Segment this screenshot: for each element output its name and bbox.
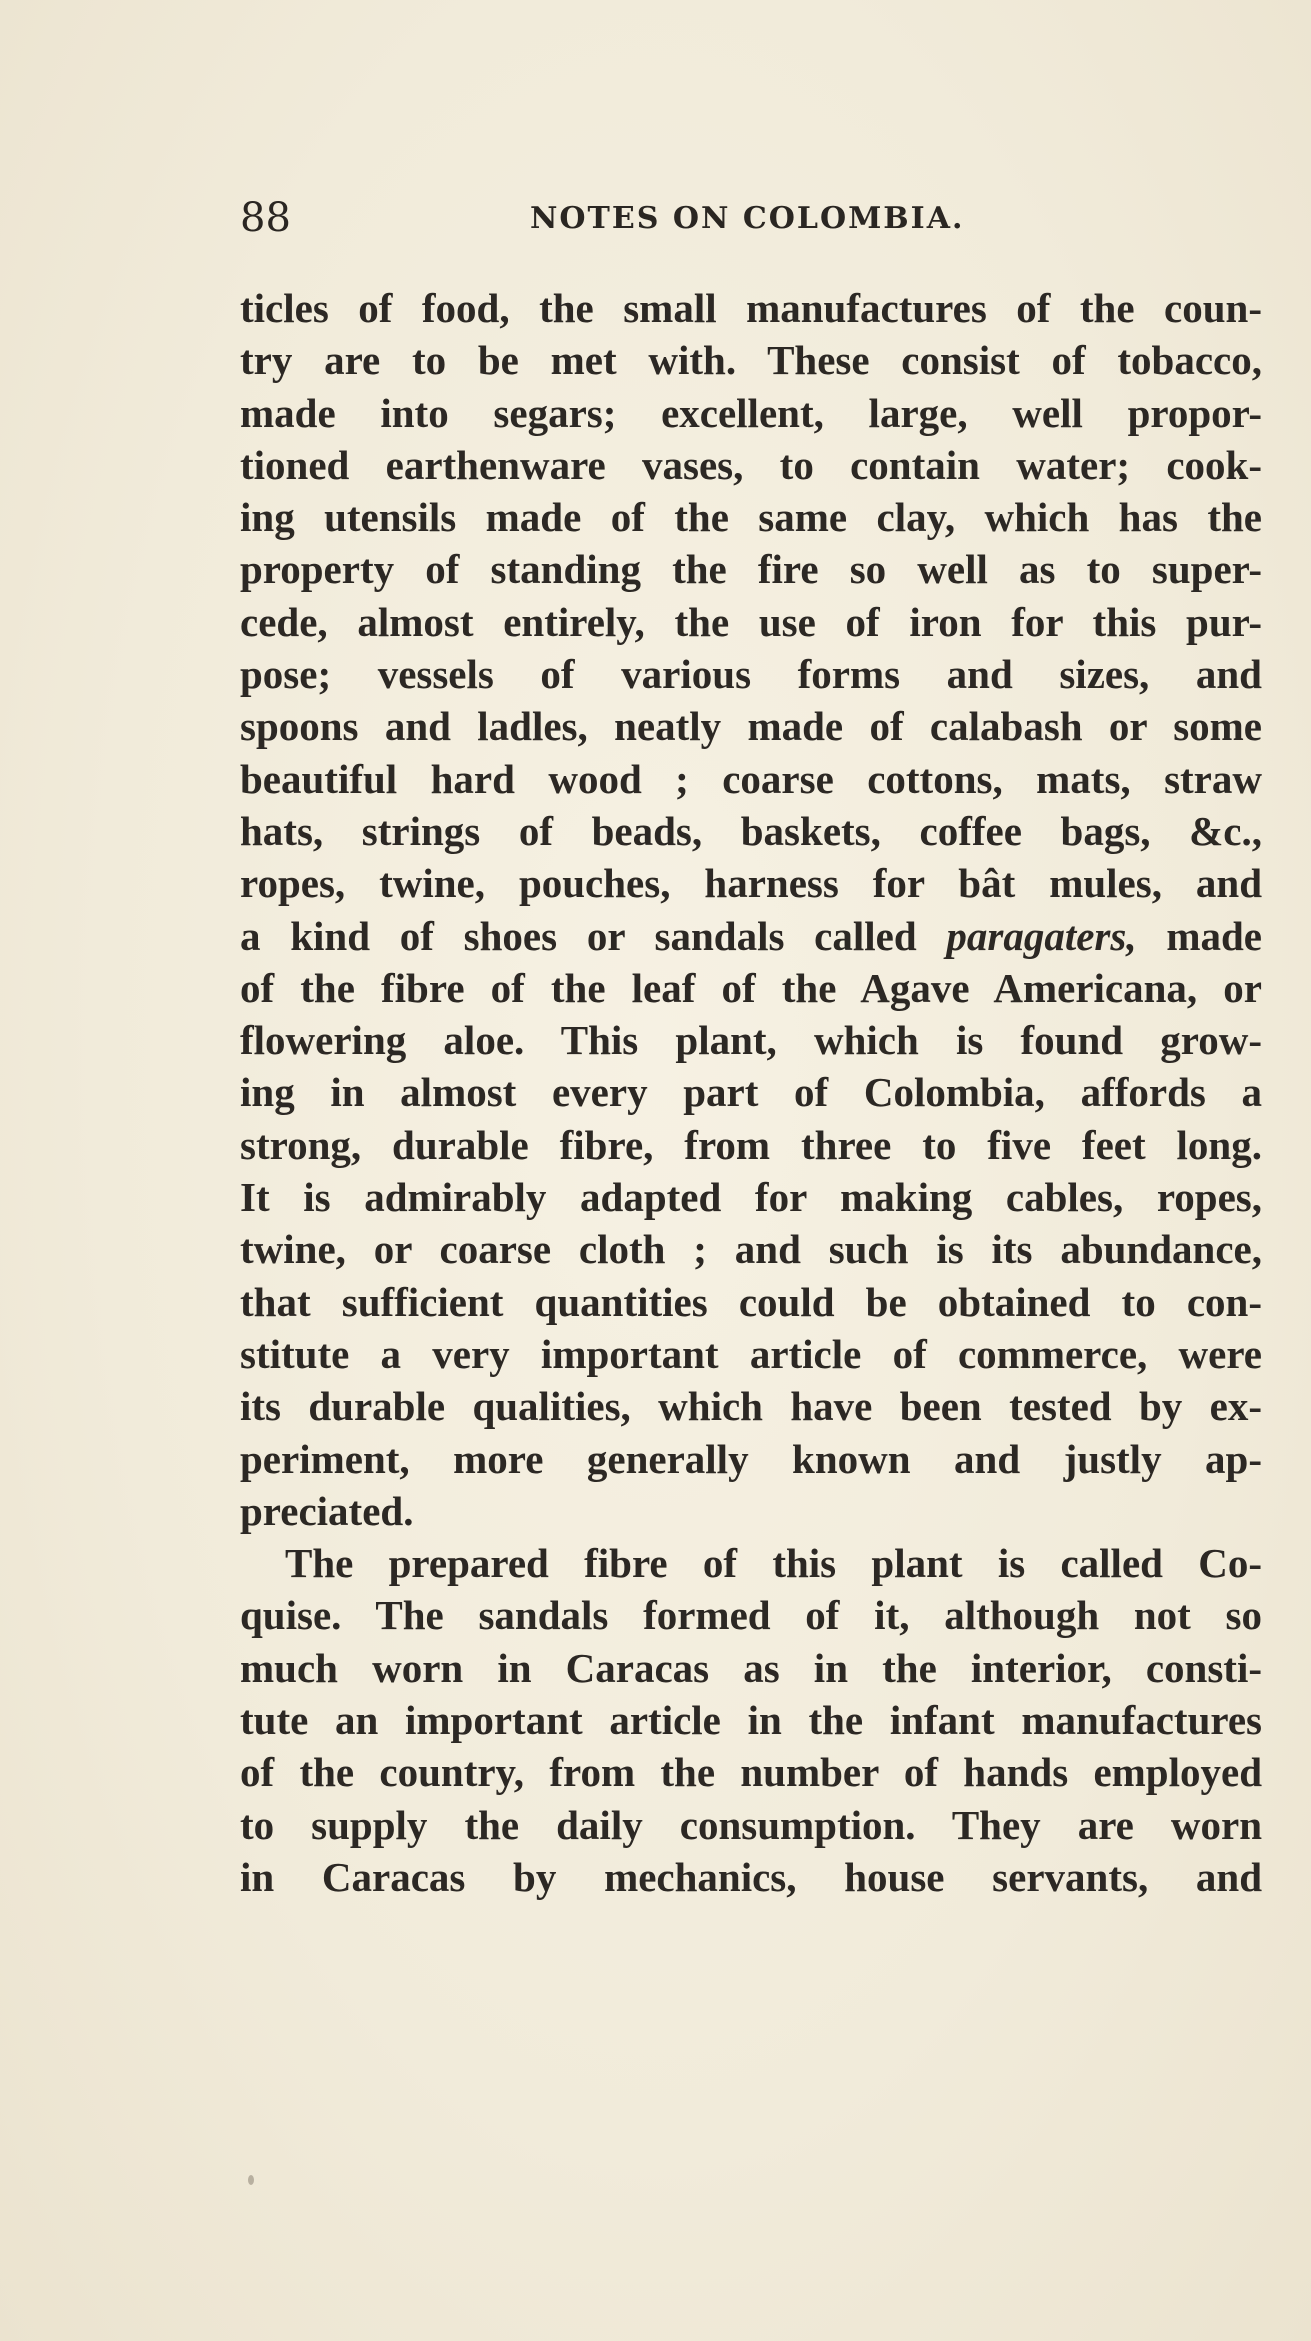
italic-term: paragaters, <box>946 912 1137 959</box>
text-line: ropes, twine, pouches, harness for bât mules, and <box>240 860 1262 907</box>
text-line: of the fibre of the leaf of the Agave Americana, or <box>240 964 1262 1011</box>
text-line: It is admirably adapted for making cables, ropes, <box>240 1174 1262 1221</box>
text-line: of the country, from the number of hands employed <box>240 1749 1262 1796</box>
text-line: its durable qualities, which have been tested by ex- <box>240 1383 1262 1430</box>
text-line: flowering aloe. This plant, which is found grow- <box>240 1017 1262 1064</box>
text-line: made into segars; excellent, large, well propor- <box>240 389 1262 436</box>
text-line: periment, more generally known and justly ap- <box>240 1435 1262 1482</box>
text-line: twine, or coarse cloth ; and such is its abundance, <box>240 1226 1262 1273</box>
text-line: that sufficient quantities could be obtained to con- <box>240 1278 1262 1325</box>
running-title: NOTES ON COLOMBIA. <box>530 201 965 236</box>
text-line: in Caracas by mechanics, house servants, and <box>240 1853 1262 1900</box>
text-line: hats, strings of beads, baskets, coffee bags, &c., <box>240 807 1262 854</box>
text-line: tioned earthenware vases, to contain water; cook- <box>240 441 1262 488</box>
text-line: ing in almost every part of Colombia, affords a <box>240 1069 1262 1116</box>
text-line: quise. The sandals formed of it, although not so <box>240 1592 1262 1639</box>
text-line: stitute a very important article of commerce, were <box>240 1330 1262 1377</box>
text-line: pose; vessels of various forms and sizes, and <box>240 651 1262 698</box>
ink-speck <box>248 2175 254 2185</box>
body-text <box>240 282 1262 1903</box>
text-line: ticles of food, the small manufactures of the coun- <box>240 285 1262 331</box>
text-line: much worn in Caracas as in the interior, consti- <box>240 1644 1262 1691</box>
text-line: cede, almost entirely, the use of iron for this pur- <box>240 598 1262 645</box>
text-line: try are to be met with. These consist of tobacco, <box>240 337 1262 384</box>
text-line: ing utensils made of the same clay, which has the <box>240 494 1262 541</box>
text-line: to supply the daily consumption. They are worn <box>240 1801 1262 1848</box>
text-line-indented: The prepared fibre of this plant is called Co- <box>285 1540 1262 1587</box>
text-line: preciated. <box>240 1487 414 1534</box>
text-line: spoons and ladles, neatly made of calabash or some <box>240 703 1262 750</box>
page-number: 88 <box>240 195 291 241</box>
line-end: made <box>1136 912 1262 959</box>
line-start: a kind of shoes or sandals called <box>240 912 947 959</box>
text-line: beautiful hard wood ; coarse cottons, mats, straw <box>240 755 1262 802</box>
text-line: strong, durable fibre, from three to five feet long. <box>240 1121 1262 1168</box>
page-header <box>240 195 980 245</box>
text-line: property of standing the fire so well as to super- <box>240 546 1262 593</box>
text-line: tute an important article in the infant manufactures <box>240 1697 1262 1744</box>
text-line-with-italic <box>240 910 1262 962</box>
